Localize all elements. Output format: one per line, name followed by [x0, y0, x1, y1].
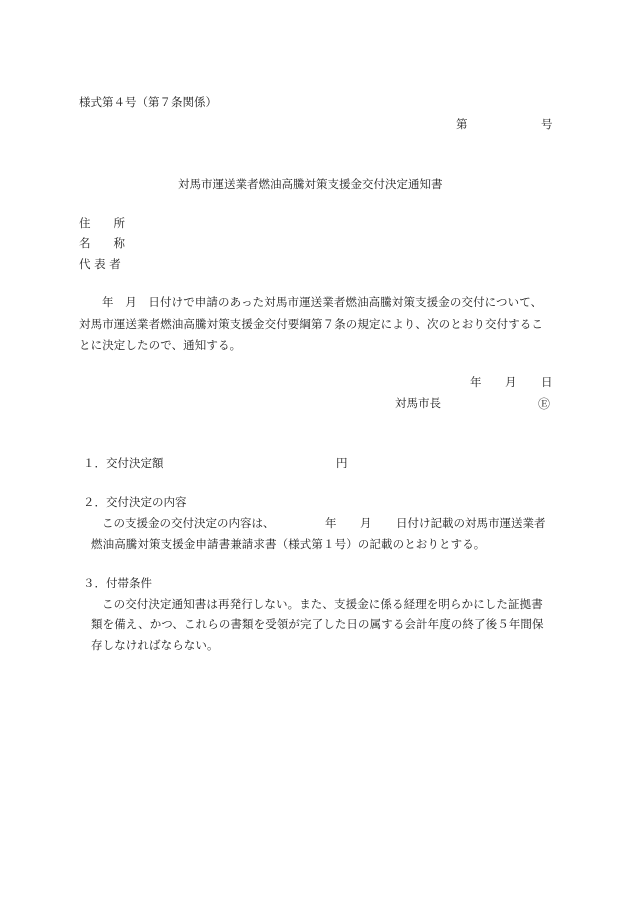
- representative-label: 代 表 者: [79, 257, 121, 271]
- address-label: 住 所: [79, 216, 125, 230]
- intro-line-3: とに決定したので、通知する。: [79, 338, 242, 352]
- doc-number-prefix: 第: [456, 117, 468, 131]
- section2-text-b: 日付け記載の対馬市運送業者: [396, 516, 546, 530]
- section3-line-1: この交付決定通知書は再発行しない。また、支援金に係る経理を明らかにした証拠書: [102, 597, 543, 611]
- section3-line-3: 存しなければならない。: [91, 638, 219, 652]
- intro-line-1: 年 月 日付けで申請のあった対馬市運送業者燃油高騰対策支援金の交付について、: [102, 295, 543, 309]
- section2-line-2: 燃油高騰対策支援金申請書兼請求書（様式第１号）の記載のとおりとする。: [91, 537, 486, 551]
- date-month: 月: [505, 375, 517, 389]
- date-day: 日: [541, 375, 553, 389]
- form-label: 様式第４号（第７条関係）: [79, 95, 217, 109]
- date-year: 年: [470, 375, 482, 389]
- section1-heading: １．交付決定額: [83, 456, 164, 470]
- doc-number-suffix: 号: [541, 117, 553, 131]
- section2-month: 月: [360, 516, 372, 530]
- section3-heading: ３．付帯条件: [83, 576, 152, 590]
- section1-unit: 円: [336, 456, 348, 470]
- name-label: 名 称: [79, 236, 125, 250]
- section3-line-2: 類を備え、かつ、これらの書類を受領が完了した日の属する会計年度の終了後５年間保: [91, 617, 544, 631]
- document-title: 対馬市運送業者燃油高騰対策支援金交付決定通知書: [178, 177, 443, 191]
- issuer-name: 対馬市長: [395, 396, 441, 410]
- seal-mark: Ⓔ: [538, 397, 551, 411]
- section2-year: 年: [325, 516, 337, 530]
- section2-heading: ２．交付決定の内容: [83, 495, 187, 509]
- intro-line-2: 対馬市運送業者燃油高騰対策支援金交付要綱第７条の規定により、次のとおり交付するこ: [79, 317, 543, 331]
- section2-text-a: この支援金の交付決定の内容は、: [102, 516, 275, 530]
